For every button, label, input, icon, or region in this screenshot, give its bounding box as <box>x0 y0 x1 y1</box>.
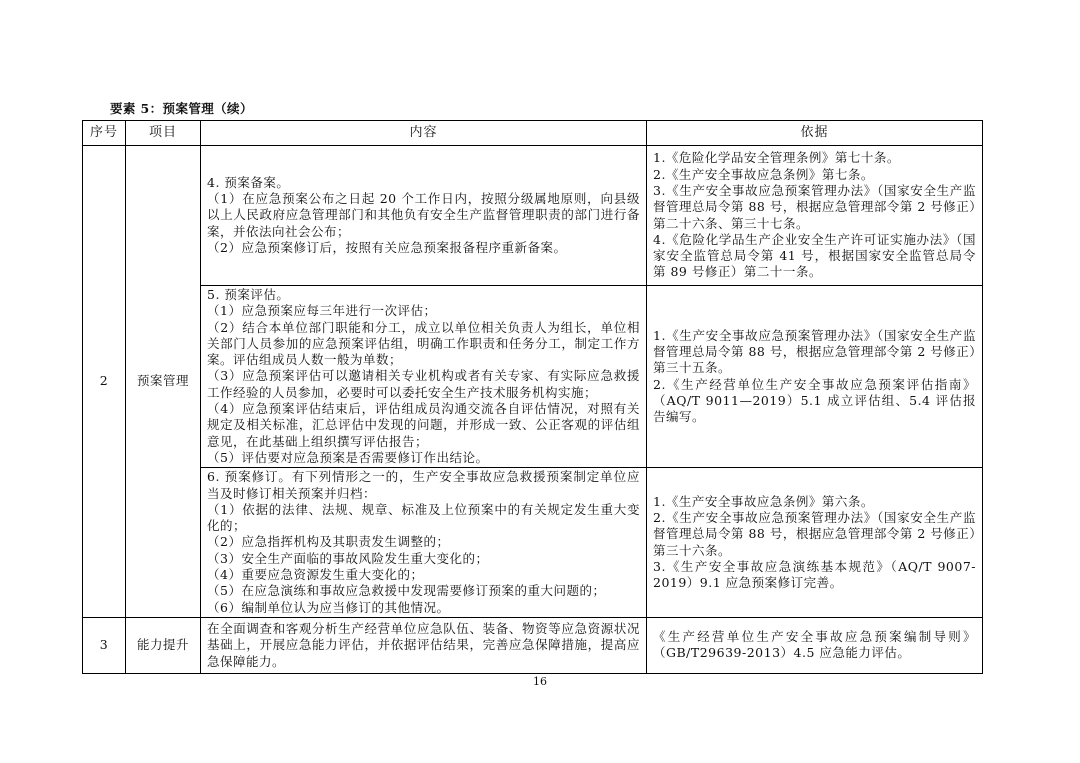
content-paragraph: （1）依据的法律、法规、规章、标准及上位预案中的有关规定发生重大变化的； <box>207 501 640 534</box>
basis-item: 3.《生产安全事故应急预案管理办法》（国家安全生产监督管理总局令第 88 号，根据应急管理部令第 2 号修正）第二十六条、第三十七条。 <box>653 182 977 231</box>
table-row <box>83 617 983 673</box>
content-cell <box>201 286 647 468</box>
header-seq: 序号 <box>83 121 126 146</box>
content-paragraph: （1）在应急预案公布之日起 20 个工作日内，按照分级属地原则，向县级以上人民政府应急管理部门和其他负有安全生产监督管理职责的部门进行备案，并依法向社会公布； <box>207 191 640 239</box>
content-paragraph: （3）安全生产面临的事故风险发生重大变化的； <box>207 550 489 566</box>
content-paragraph: （5）在应急演练和事故应急救援中发现需要修订预案的重大问题的； <box>207 583 606 599</box>
content-paragraph: （4）应急预案评估结束后，评估组成员沟通交流各自评估情况，对照有关规定及相关标准，汇总评估中发现的问题，并形成一致、公正客观的评估组意见，在此基础上组织撰写评估报告； <box>207 401 640 449</box>
content-paragraph: 在全面调查和客观分析生产经营单位应急队伍、装备、物资等应急资源状况基础上，开展应急能力评估，并依据评估结果，完善应急保障措施，提高应急保障能力。 <box>207 620 640 669</box>
row-item: 预案管理 <box>126 146 201 618</box>
content-paragraph: （2）结合本单位部门职能和分工，成立以单位相关负责人为组长，单位相关部门人员参加的应急预案评估组，明确工作职责和任务分工，制定工作方案。评估组成员人数一般为单数； <box>207 319 640 368</box>
table-row <box>83 146 983 286</box>
content-paragraph: （1）应急预案应每三年进行一次评估； <box>207 303 437 319</box>
basis-cell <box>647 286 983 468</box>
table-header-row <box>83 121 983 146</box>
basis-cell <box>647 617 983 673</box>
basis-cell <box>647 468 983 618</box>
basis-cell <box>647 146 983 286</box>
header-content: 内容 <box>201 121 647 146</box>
content-paragraph: （2）应急预案修订后，按照有关应急预案报备程序重新备案。 <box>207 239 567 255</box>
header-item: 项目 <box>126 121 201 146</box>
row-seq: 2 <box>83 146 126 618</box>
basis-item: 2.《生产经营单位生产安全事故应急预案评估指南》（AQ/T 9011—2019）5.1 成立评估组、5.4 评估报告编写。 <box>653 376 976 425</box>
content-paragraph: （4）重要应急资源发生重大变化的； <box>207 567 424 583</box>
content-cell <box>201 146 647 286</box>
header-basis: 依据 <box>647 121 983 146</box>
requirements-table <box>82 120 983 674</box>
table-row <box>83 468 983 618</box>
basis-item: 4.《危险化学品生产企业安全生产许可证实施办法》（国家安全监管总局令第 41 号，根据国家安全监管总局令第 89 号修正）第二十一条。 <box>653 231 976 280</box>
table-row <box>83 286 983 468</box>
content-cell <box>201 468 647 618</box>
section-title: 要素 5：预案管理（续） <box>110 101 253 116</box>
basis-item: 3.《生产安全事故应急演练基本规范》（AQ/T 9007-2019）9.1 应急预案修订完善。 <box>653 558 976 591</box>
basis-item: 2.《生产安全事故应急预案管理办法》（国家安全生产监督管理总局令第 88 号，根据应急管理部令第 2 号修正）第三十六条。 <box>653 510 977 558</box>
page-number: 16 <box>533 675 547 688</box>
content-paragraph: 4. 预案备案。 <box>207 174 290 190</box>
basis-item: 1.《危险化学品安全管理条例》第七十条。 <box>653 150 900 166</box>
row-seq: 3 <box>83 617 126 673</box>
content-cell <box>201 617 647 673</box>
basis-item: 1.《生产安全事故应急预案管理办法》（国家安全生产监督管理总局令第 88 号，根据应急管理部令第 2 号修正）第三十五条。 <box>653 327 977 376</box>
row-item: 能力提升 <box>126 617 201 673</box>
basis-item: 2.《生产安全事故应急条例》第七条。 <box>653 166 874 182</box>
content-paragraph: （6）编制单位认为应当修订的其他情况。 <box>207 599 450 615</box>
basis-item: 1.《生产安全事故应急条例》第六条。 <box>653 493 874 509</box>
content-paragraph: 5. 预案评估。 <box>207 287 290 302</box>
content-paragraph: （2）应急指挥机构及其职责发生调整的； <box>207 534 450 550</box>
content-paragraph: （5）评估要对应急预案是否需要修订作出结论。 <box>207 449 489 465</box>
content-paragraph: 6. 预案修订。有下列情形之一的，生产安全事故应急救援预案制定单位应当及时修订相关预案并归档： <box>207 469 640 501</box>
content-paragraph: （3）应急预案评估可以邀请相关专业机构或者有关专家、有实际应急救援工作经验的人员参加，必要时可以委托安全生产技术服务机构实施； <box>207 368 640 400</box>
basis-item: 《生产经营单位生产安全事故应急预案编制导则》（GB/T29639-2013）4.5 应急能力评估。 <box>653 629 976 661</box>
